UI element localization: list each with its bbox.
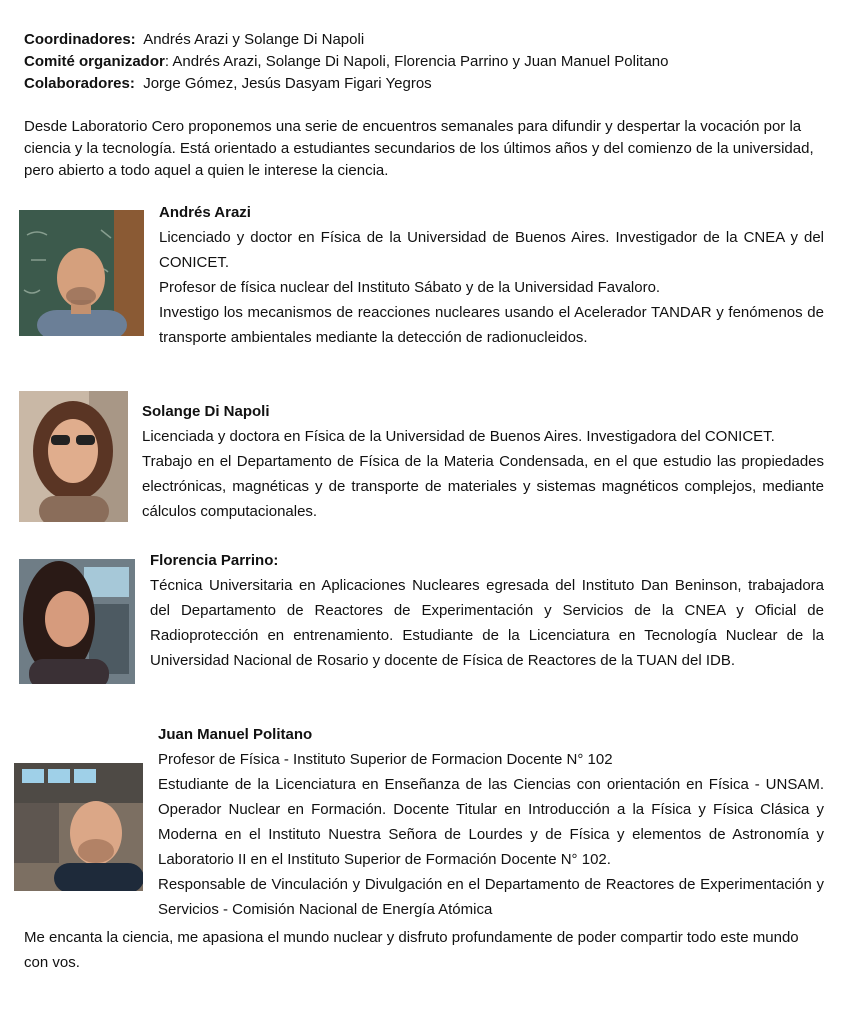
bio-line: Licenciada y doctora en Física de la Universidad de Buenos Aires. Investigadora del CONICET. <box>142 428 775 445</box>
person-name: Andrés Arazi <box>159 204 251 221</box>
photo-juan-manuel-politano <box>14 763 143 891</box>
person-name: Florencia Parrino: <box>150 552 279 569</box>
bio-line: Técnica Universitaria en Aplicaciones Nucleares egresada del Instituto Dan Beninson, trabajadora del Departamento de Reactores de Experimentación y Servicios de la CNEA y Oficial de Radioprotección en entrenamiento. Estudiante de la Licenciatura en Tecnología Nuclear de la Universidad Nacional de Rosario y docente de Física de Reactores de la TUAN del IDB. <box>150 577 824 669</box>
photo-andres-arazi <box>19 210 144 336</box>
photo-florencia-parrino <box>19 559 135 684</box>
credits-header <box>24 29 824 95</box>
bio-line: Licenciado y doctor en Física de la Universidad de Buenos Aires. Investigador de la CNEA y del CONICET. <box>159 229 824 271</box>
bio-line: Investigo los mecanismos de reacciones nucleares usando el Acelerador TANDAR y fenómenos de transporte ambientales mediante la detección de radionucleidos. <box>159 304 824 346</box>
bio-line: Profesor de Física - Instituto Superior de Formacion Docente N° 102 <box>158 751 613 768</box>
bio-juan-manuel-politano <box>158 722 824 922</box>
committee-value: : Andrés Arazi, Solange Di Napoli, Florencia Parrino y Juan Manuel Politano <box>164 53 669 70</box>
bio-line: Responsable de Vinculación y Divulgación en el Departamento de Reactores de Experimentación y Servicios - Comisión Nacional de Energía Atómica <box>158 876 824 918</box>
collaborators-label: Colaboradores: <box>24 75 135 92</box>
person-name: Juan Manuel Politano <box>158 726 313 743</box>
person-name: Solange Di Napoli <box>142 403 270 420</box>
bio-florencia-parrino <box>150 548 824 673</box>
coordinators-label: Coordinadores: <box>24 31 136 48</box>
intro-paragraph: Desde Laboratorio Cero proponemos una serie de encuentros semanales para difundir y despertar la vocación por la ciencia y la tecnología. Está orientado a estudiantes secundarios de los últimos años y del comienzo de la universidad, pero abierto a todo aquel a quien le interese la ciencia. <box>24 118 814 179</box>
closing-paragraph: Me encanta la ciencia, me apasiona el mundo nuclear y disfruto profundamente de poder compartir todo este mundo con vos. <box>24 929 799 971</box>
bio-line: Estudiante de la Licenciatura en Enseñanza de las Ciencias con orientación en Física - UNSAM. Operador Nuclear en Formación. Docente Titular en Introducción a la Física y Física Clásica y Moderna en el Instituto Nuestra Señora de Lourdes y de Física y elementos de Astronomía y Laboratorio II en el Instituto Superior de Formación Docente N° 102. <box>158 776 824 868</box>
committee-label: Comité organizador <box>24 53 165 70</box>
bio-andres-arazi <box>159 200 824 350</box>
bio-line: Profesor de física nuclear del Instituto Sábato y de la Universidad Favaloro. <box>159 279 661 296</box>
photo-solange-di-napoli <box>19 391 128 522</box>
bio-solange-di-napoli <box>142 399 824 524</box>
collaborators-line <box>24 73 824 95</box>
coordinators-value: Andrés Arazi y Solange Di Napoli <box>143 31 365 48</box>
bio-line: Trabajo en el Departamento de Física de la Materia Condensada, en el que estudio las propiedades electrónicas, magnéticas y de transporte de materiales y sistemas magnéticos complejos, mediante cálculos computacionales. <box>142 453 824 520</box>
coordinators-line <box>24 29 824 51</box>
committee-line <box>24 51 824 73</box>
collaborators-value: Jorge Gómez, Jesús Dasyam Figari Yegros <box>143 75 432 92</box>
